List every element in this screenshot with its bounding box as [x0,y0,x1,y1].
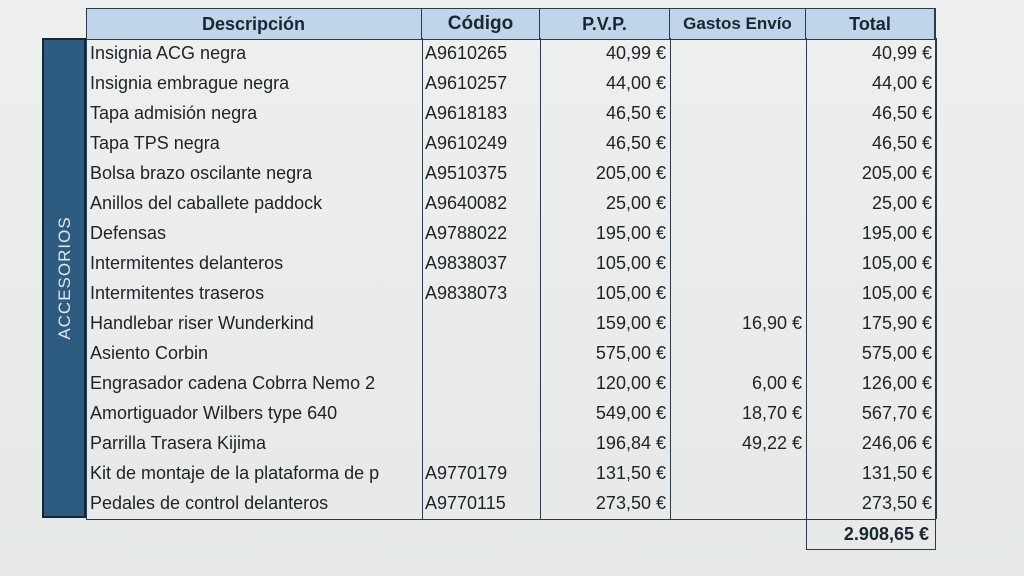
cell-total[interactable]: 126,00 € [861,373,932,393]
cell-code[interactable]: A9510375 [425,163,508,183]
cell-description[interactable]: Intermitentes traseros [90,283,265,303]
cell-pvp[interactable]: 131,50 € [595,463,666,483]
table-row [86,158,936,188]
cell-code[interactable] [425,308,539,338]
cell-description[interactable]: Amortiguador Wilbers type 640 [90,403,338,423]
cell-code[interactable]: A9838037 [425,253,508,273]
cell-total[interactable]: 105,00 € [861,283,932,303]
cell-pvp[interactable]: 105,00 € [595,283,666,303]
cell-shipping[interactable]: 18,70 € [741,403,802,423]
grand-total-value: 2.908,65 € [843,524,929,544]
cell-pvp[interactable]: 196,84 € [595,433,666,453]
table-row [86,428,936,458]
cell-pvp[interactable]: 46,50 € [605,133,666,153]
cell-code[interactable]: A9618183 [425,103,508,123]
table-row [86,128,936,158]
table-row [86,218,936,248]
table-row [86,308,936,338]
table-row [86,248,936,278]
cell-description[interactable]: Insignia embrague negra [90,73,290,93]
cell-shipping[interactable] [670,158,802,188]
cell-description[interactable]: Defensas [90,223,167,243]
table-row [86,488,936,518]
table-body [86,38,936,520]
cell-description[interactable]: Anillos del caballete paddock [90,193,323,213]
cell-shipping[interactable] [670,278,802,308]
cell-total[interactable]: 131,50 € [861,463,932,483]
cell-description[interactable]: Insignia ACG negra [90,43,247,63]
cell-description[interactable]: Tapa TPS negra [90,133,220,153]
cell-pvp[interactable]: 575,00 € [595,343,666,363]
cell-pvp[interactable]: 40,99 € [605,43,666,63]
cell-pvp[interactable]: 120,00 € [595,373,666,393]
grand-total-cell[interactable] [806,519,936,550]
cell-total[interactable]: 44,00 € [871,73,932,93]
cell-shipping[interactable] [670,248,802,278]
section-label: ACCESORIOS [55,216,74,340]
cell-total[interactable]: 246,06 € [861,433,932,453]
cell-pvp[interactable]: 195,00 € [595,223,666,243]
cell-description[interactable]: Pedales de control delanteros [90,493,329,513]
cell-total[interactable]: 46,50 € [871,133,932,153]
cell-total[interactable]: 46,50 € [871,103,932,123]
cell-shipping[interactable] [670,98,802,128]
cell-code[interactable]: A9788022 [425,223,508,243]
cell-shipping[interactable] [670,458,802,488]
table-row [86,338,936,368]
table-row [86,368,936,398]
cell-total[interactable]: 105,00 € [861,253,932,273]
cell-code[interactable]: A9838073 [425,283,508,303]
cell-pvp[interactable]: 273,50 € [595,493,666,513]
cell-pvp[interactable]: 46,50 € [605,103,666,123]
cell-code[interactable] [425,368,539,398]
cell-pvp[interactable]: 159,00 € [595,313,666,333]
cell-description[interactable]: Parrilla Trasera Kijima [90,433,267,453]
cell-shipping[interactable] [670,68,802,98]
cell-code[interactable]: A9610257 [425,73,508,93]
cell-code[interactable]: A9610265 [425,43,508,63]
cell-shipping[interactable] [670,488,802,518]
cell-code[interactable] [425,428,539,458]
cell-total[interactable]: 575,00 € [861,343,932,363]
table-row [86,98,936,128]
table-row [86,188,936,218]
cell-pvp[interactable]: 105,00 € [595,253,666,273]
cell-code[interactable] [425,338,539,368]
cell-description[interactable]: Asiento Corbin [90,343,209,363]
cell-description[interactable]: Tapa admisión negra [90,103,258,123]
cell-description[interactable]: Intermitentes delanteros [90,253,284,273]
cell-shipping[interactable] [670,128,802,158]
header-total[interactable]: Total [806,9,936,39]
cell-code[interactable]: A9770179 [425,463,508,483]
cell-description[interactable]: Handlebar riser Wunderkind [90,313,314,333]
cell-total[interactable]: 175,90 € [861,313,932,333]
cell-description[interactable]: Bolsa brazo oscilante negra [90,163,313,183]
table-row [86,68,936,98]
cell-total[interactable]: 40,99 € [871,43,932,63]
cell-pvp[interactable]: 25,00 € [605,193,666,213]
cell-description[interactable]: Engrasador cadena Cobrra Nemo 2 [90,373,376,393]
cell-shipping[interactable] [670,218,802,248]
cell-total[interactable]: 25,00 € [871,193,932,213]
cell-code[interactable] [425,398,539,428]
cell-code[interactable]: A9640082 [425,193,508,213]
cell-pvp[interactable]: 549,00 € [595,403,666,423]
cell-total[interactable]: 567,70 € [861,403,932,423]
table-header [86,8,936,40]
header-shipping[interactable]: Gastos Envío [670,9,806,39]
table-row [86,458,936,488]
table-row [86,398,936,428]
header-code[interactable]: Código [422,9,540,39]
cell-code[interactable]: A9770115 [425,493,506,513]
cell-shipping[interactable]: 6,00 € [751,373,802,393]
table-row [86,278,936,308]
cell-total[interactable]: 273,50 € [861,493,932,513]
cell-code[interactable]: A9610249 [425,133,508,153]
header-pvp[interactable]: P.V.P. [540,9,670,39]
cell-total[interactable]: 205,00 € [861,163,932,183]
cell-total[interactable]: 195,00 € [861,223,932,243]
cell-pvp[interactable]: 44,00 € [605,73,666,93]
header-description[interactable]: Descripción [86,9,422,39]
table-row [86,38,936,68]
cell-shipping[interactable]: 49,22 € [741,433,802,453]
cell-shipping[interactable] [670,188,802,218]
cell-pvp[interactable]: 205,00 € [595,163,666,183]
cell-shipping[interactable]: 16,90 € [741,313,802,333]
cell-shipping[interactable] [670,338,802,368]
cell-shipping[interactable] [670,38,802,68]
cell-description[interactable]: Kit de montaje de la plataforma de p [90,463,380,483]
